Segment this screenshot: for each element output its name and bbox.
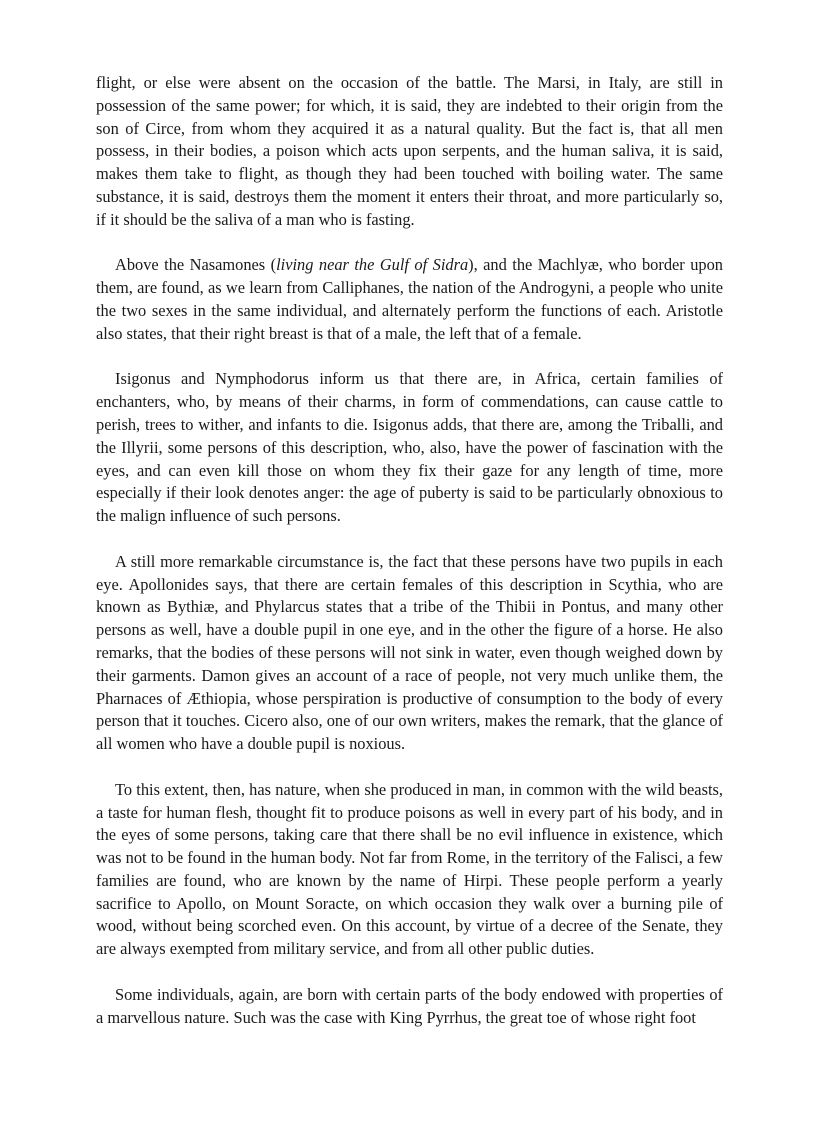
paragraph-marsi: [96, 72, 723, 232]
paragraph-text: A still more remarkable circumstance is, the fact that these persons have two pupils in each eye. Apollonides says, that there are certain females of this description in Scythia, who are known as Bythiæ, and Phylarcus states that a tribe of the Thibii in Pontus, and many other persons as well, have a double pupil in one eye, and in the other the figure of a horse. He also remarks, that the bodies of these persons will not sink in water, even though weighed down by their garments. Damon gives an account of a race of people, not very much unlike them, the Pharnaces of Æthiopia, whose perspiration is productive of consumption to the body of every person that it touches. Cicero also, one of our own writers, makes the remark, that the glance of all women who have a double pupil is noxious.: [96, 551, 723, 754]
paragraph-text: Above the Nasamones (: [115, 255, 277, 275]
paragraph-text: Isigonus and Nymphodorus inform us that there are, in Africa, certain families of enchanters, who, by means of their charms, in form of commendations, can cause cattle to perish, trees to wither, and infants to die. Isigonus adds, that there are, among the Triballi, and the Illyrii, some persons of this description, who, also, have the power of fascination with the eyes, and can even kill those on whom they fix their gaze for any length of time, more especially if their look denotes anger: the age of puberty is said to be particularly obnoxious to the malign influence of such persons.: [96, 369, 723, 526]
paragraph-text: flight, or else were absent on the occasion of the battle. The Marsi, in Italy, are still in possession of the same power; for which, it is said, they are indebted to their origin from the son of Circe, from whom they acquired it as a natural quality. But the fact is, that all men possess, in their bodies, a poison which acts upon serpents, and the human saliva, it is said, makes them take to flight, as though they had been touched with boiling water. The same substance, it is said, destroys them the moment it enters their throat, and more particularly so, if it should be the saliva of a man who is fasting.: [96, 73, 723, 229]
paragraph-androgyni: [96, 254, 723, 345]
paragraph-enchanters: [96, 368, 723, 528]
document-page: [96, 72, 723, 1029]
paragraph-italic-text: living near the Gulf of Sidra: [276, 255, 469, 275]
paragraph-text: To this extent, then, has nature, when she produced in man, in common with the wild beasts, a taste for human flesh, thought fit to produce poisons as well in every part of his body, and in the eyes of some persons, taking care that there shall be no evil influence in existence, which was not to be found in the human body. Not far from Rome, in the territory of the Falisci, a few families are found, who are known by the name of Hirpi. These people perform a yearly sacrifice to Apollo, on Mount Soracte, on which occasion they walk over a burning pile of wood, without being scorched even. On this account, by virtue of a decree of the Senate, they are always exempted from military service, and from all other public duties.: [96, 779, 723, 959]
paragraph-pyrrhus: [96, 984, 723, 1030]
paragraph-double-pupil: [96, 551, 723, 756]
paragraph-text: ), and the Machlyæ, who border upon them, are found, as we learn from Calliphanes, the nation of the Androgyni, a people who unite the two sexes in the same individual, and alternately perform the functions of each. Aristotle also states, that their right breast is that of a male, the left that of a female.: [96, 255, 723, 343]
paragraph-hirpi: [96, 779, 723, 961]
paragraph-text: Some individuals, again, are born with certain parts of the body endowed with properties of a marvellous nature. Such was the case with King Pyrrhus, the great toe of whose right foot: [96, 984, 723, 1027]
